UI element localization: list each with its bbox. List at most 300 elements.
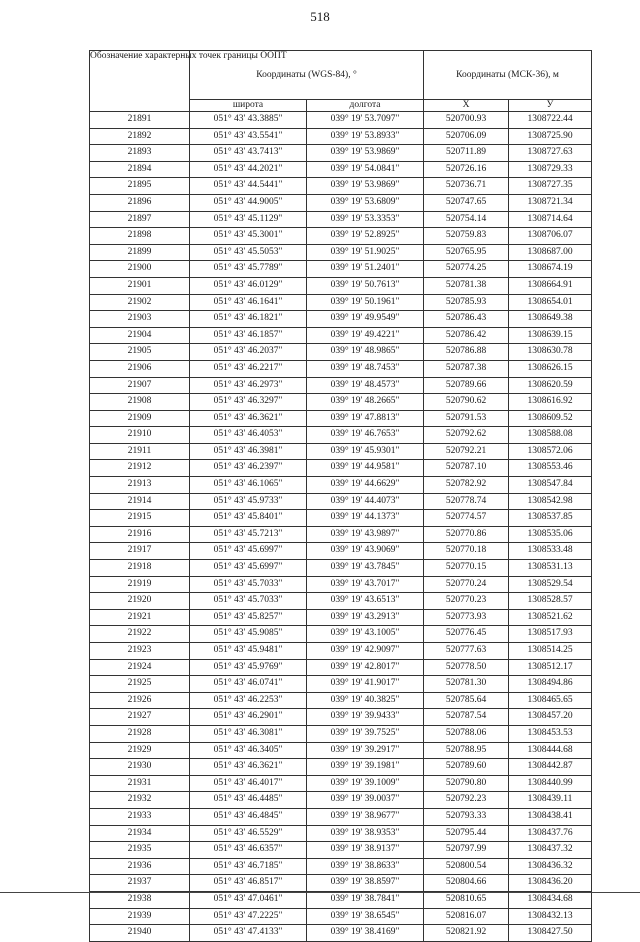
point-id-cell: 21938 [90, 891, 190, 908]
longitude-cell: 039° 19' 38.4169" [307, 925, 424, 942]
x-coordinate-cell: 520804.66 [424, 875, 509, 892]
y-coordinate-cell: 1308542.98 [509, 493, 592, 510]
point-id-cell: 21905 [90, 344, 190, 361]
x-coordinate-cell: 520787.38 [424, 360, 509, 377]
point-id-cell: 21906 [90, 360, 190, 377]
longitude-cell: 039° 19' 41.9017" [307, 676, 424, 693]
latitude-cell: 051° 43' 43.5541" [190, 128, 307, 145]
x-coordinate-cell: 520793.33 [424, 808, 509, 825]
latitude-cell: 051° 43' 45.3001" [190, 228, 307, 245]
point-id-cell: 21931 [90, 775, 190, 792]
latitude-cell: 051° 43' 46.8517" [190, 875, 307, 892]
y-coordinate-cell: 1308440.99 [509, 775, 592, 792]
x-coordinate-cell: 520711.89 [424, 145, 509, 162]
table-row [90, 112, 592, 129]
latitude-cell: 051° 43' 46.1641" [190, 294, 307, 311]
y-coordinate-cell: 1308436.20 [509, 875, 592, 892]
longitude-cell: 039° 19' 44.1373" [307, 510, 424, 527]
point-id-cell: 21919 [90, 576, 190, 593]
x-coordinate-cell: 520810.65 [424, 891, 509, 908]
longitude-cell: 039° 19' 53.9869" [307, 178, 424, 195]
point-id-cell: 21900 [90, 261, 190, 278]
longitude-cell: 039° 19' 43.1005" [307, 626, 424, 643]
y-coordinate-cell: 1308437.76 [509, 825, 592, 842]
point-id-cell: 21934 [90, 825, 190, 842]
point-id-cell: 21930 [90, 759, 190, 776]
table-row [90, 759, 592, 776]
y-coordinate-cell: 1308438.41 [509, 808, 592, 825]
latitude-cell: 051° 43' 45.6997" [190, 560, 307, 577]
longitude-cell: 039° 19' 39.7525" [307, 725, 424, 742]
x-coordinate-cell: 520785.93 [424, 294, 509, 311]
table-row [90, 294, 592, 311]
point-id-cell: 21914 [90, 493, 190, 510]
x-coordinate-cell: 520777.63 [424, 643, 509, 660]
point-id-cell: 21939 [90, 908, 190, 925]
table-row [90, 543, 592, 560]
table-row [90, 560, 592, 577]
x-coordinate-cell: 520759.83 [424, 228, 509, 245]
table-row [90, 593, 592, 610]
y-coordinate-cell: 1308649.38 [509, 311, 592, 328]
latitude-cell: 051° 43' 46.2901" [190, 709, 307, 726]
longitude-cell: 039° 19' 43.9897" [307, 526, 424, 543]
coordinates-table [89, 50, 592, 942]
y-coordinate-cell: 1308616.92 [509, 394, 592, 411]
y-coordinate-cell: 1308714.64 [509, 211, 592, 228]
table-row [90, 808, 592, 825]
x-coordinate-cell: 520726.16 [424, 161, 509, 178]
x-coordinate-cell: 520792.21 [424, 443, 509, 460]
longitude-cell: 039° 19' 38.7841" [307, 891, 424, 908]
latitude-cell: 051° 43' 46.4017" [190, 775, 307, 792]
longitude-cell: 039° 19' 53.9869" [307, 145, 424, 162]
latitude-cell: 051° 43' 46.2397" [190, 460, 307, 477]
longitude-cell: 039° 19' 50.7613" [307, 277, 424, 294]
point-id-cell: 21918 [90, 560, 190, 577]
table-row [90, 725, 592, 742]
longitude-cell: 039° 19' 42.8017" [307, 659, 424, 676]
table-row [90, 360, 592, 377]
x-coordinate-cell: 520800.54 [424, 858, 509, 875]
latitude-cell: 051° 43' 46.2037" [190, 344, 307, 361]
x-coordinate-cell: 520754.14 [424, 211, 509, 228]
table-row [90, 709, 592, 726]
point-id-cell: 21929 [90, 742, 190, 759]
header-x: X [424, 100, 509, 112]
latitude-cell: 051° 43' 46.2973" [190, 377, 307, 394]
latitude-cell: 051° 43' 46.2253" [190, 692, 307, 709]
table-row [90, 510, 592, 527]
x-coordinate-cell: 520770.86 [424, 526, 509, 543]
point-id-cell: 21912 [90, 460, 190, 477]
x-coordinate-cell: 520795.44 [424, 825, 509, 842]
table-row [90, 128, 592, 145]
latitude-cell: 051° 43' 45.7033" [190, 593, 307, 610]
x-coordinate-cell: 520790.80 [424, 775, 509, 792]
latitude-cell: 051° 43' 46.3981" [190, 443, 307, 460]
point-id-cell: 21920 [90, 593, 190, 610]
table-row [90, 825, 592, 842]
y-coordinate-cell: 1308436.32 [509, 858, 592, 875]
latitude-cell: 051° 43' 46.1857" [190, 327, 307, 344]
y-coordinate-cell: 1308531.13 [509, 560, 592, 577]
latitude-cell: 051° 43' 46.2217" [190, 360, 307, 377]
point-id-cell: 21924 [90, 659, 190, 676]
latitude-cell: 051° 43' 44.9005" [190, 194, 307, 211]
point-id-cell: 21936 [90, 858, 190, 875]
y-coordinate-cell: 1308588.08 [509, 427, 592, 444]
point-id-cell: 21899 [90, 244, 190, 261]
x-coordinate-cell: 520792.62 [424, 427, 509, 444]
point-id-cell: 21928 [90, 725, 190, 742]
latitude-cell: 051° 43' 47.4133" [190, 925, 307, 942]
table-row [90, 460, 592, 477]
longitude-cell: 039° 19' 48.2665" [307, 394, 424, 411]
table-row [90, 427, 592, 444]
longitude-cell: 039° 19' 39.9433" [307, 709, 424, 726]
y-coordinate-cell: 1308721.34 [509, 194, 592, 211]
latitude-cell: 051° 43' 46.1821" [190, 311, 307, 328]
longitude-cell: 039° 19' 39.1009" [307, 775, 424, 792]
latitude-cell: 051° 43' 46.3621" [190, 759, 307, 776]
table-row [90, 842, 592, 859]
latitude-cell: 051° 43' 46.7185" [190, 858, 307, 875]
latitude-cell: 051° 43' 45.1129" [190, 211, 307, 228]
point-id-cell: 21909 [90, 410, 190, 427]
y-coordinate-cell: 1308465.65 [509, 692, 592, 709]
y-coordinate-cell: 1308687.00 [509, 244, 592, 261]
x-coordinate-cell: 520789.66 [424, 377, 509, 394]
point-id-cell: 21913 [90, 477, 190, 494]
x-coordinate-cell: 520778.74 [424, 493, 509, 510]
y-coordinate-cell: 1308432.13 [509, 908, 592, 925]
point-id-cell: 21894 [90, 161, 190, 178]
y-coordinate-cell: 1308434.68 [509, 891, 592, 908]
latitude-cell: 051° 43' 43.7413" [190, 145, 307, 162]
y-coordinate-cell: 1308521.62 [509, 609, 592, 626]
x-coordinate-cell: 520776.45 [424, 626, 509, 643]
longitude-cell: 039° 19' 38.9677" [307, 808, 424, 825]
x-coordinate-cell: 520786.88 [424, 344, 509, 361]
longitude-cell: 039° 19' 43.7017" [307, 576, 424, 593]
x-coordinate-cell: 520787.10 [424, 460, 509, 477]
y-coordinate-cell: 1308494.86 [509, 676, 592, 693]
latitude-cell: 051° 43' 45.8401" [190, 510, 307, 527]
y-coordinate-cell: 1308512.17 [509, 659, 592, 676]
latitude-cell: 051° 43' 45.8257" [190, 609, 307, 626]
latitude-cell: 051° 43' 45.7789" [190, 261, 307, 278]
y-coordinate-cell: 1308444.68 [509, 742, 592, 759]
x-coordinate-cell: 520774.25 [424, 261, 509, 278]
point-id-cell: 21922 [90, 626, 190, 643]
y-coordinate-cell: 1308725.90 [509, 128, 592, 145]
table-row [90, 410, 592, 427]
point-id-cell: 21907 [90, 377, 190, 394]
table-row [90, 161, 592, 178]
latitude-cell: 051° 43' 44.2021" [190, 161, 307, 178]
y-coordinate-cell: 1308609.52 [509, 410, 592, 427]
latitude-cell: 051° 43' 46.3405" [190, 742, 307, 759]
longitude-cell: 039° 19' 40.3825" [307, 692, 424, 709]
latitude-cell: 051° 43' 47.0461" [190, 891, 307, 908]
longitude-cell: 039° 19' 39.2917" [307, 742, 424, 759]
y-coordinate-cell: 1308457.20 [509, 709, 592, 726]
point-id-cell: 21932 [90, 792, 190, 809]
latitude-cell: 051° 43' 45.9733" [190, 493, 307, 510]
page-number: 518 [310, 9, 330, 24]
table-row [90, 477, 592, 494]
latitude-cell: 051° 43' 46.3081" [190, 725, 307, 742]
longitude-cell: 039° 19' 44.6629" [307, 477, 424, 494]
y-coordinate-cell: 1308620.59 [509, 377, 592, 394]
table-row [90, 908, 592, 925]
y-coordinate-cell: 1308427.50 [509, 925, 592, 942]
point-id-cell: 21915 [90, 510, 190, 527]
latitude-cell: 051° 43' 46.4485" [190, 792, 307, 809]
y-coordinate-cell: 1308442.87 [509, 759, 592, 776]
y-coordinate-cell: 1308437.32 [509, 842, 592, 859]
header-longitude: долгота [307, 100, 424, 112]
x-coordinate-cell: 520792.23 [424, 792, 509, 809]
page-bottom-rule [0, 892, 640, 893]
table-row [90, 875, 592, 892]
point-id-cell: 21911 [90, 443, 190, 460]
header-y: У [509, 100, 592, 112]
latitude-cell: 051° 43' 46.0129" [190, 277, 307, 294]
y-coordinate-cell: 1308528.57 [509, 593, 592, 610]
x-coordinate-cell: 520747.65 [424, 194, 509, 211]
x-coordinate-cell: 520770.23 [424, 593, 509, 610]
x-coordinate-cell: 520706.09 [424, 128, 509, 145]
header-msk36: Координаты (МСК-36), м [424, 51, 592, 100]
y-coordinate-cell: 1308639.15 [509, 327, 592, 344]
latitude-cell: 051° 43' 44.5441" [190, 178, 307, 195]
table-row [90, 327, 592, 344]
y-coordinate-cell: 1308553.46 [509, 460, 592, 477]
longitude-cell: 039° 19' 49.4221" [307, 327, 424, 344]
x-coordinate-cell: 520778.50 [424, 659, 509, 676]
point-id-cell: 21897 [90, 211, 190, 228]
table-row [90, 609, 592, 626]
table-row [90, 145, 592, 162]
y-coordinate-cell: 1308630.78 [509, 344, 592, 361]
longitude-cell: 039° 19' 51.9025" [307, 244, 424, 261]
longitude-cell: 039° 19' 44.9581" [307, 460, 424, 477]
longitude-cell: 039° 19' 53.6809" [307, 194, 424, 211]
point-id-cell: 21902 [90, 294, 190, 311]
y-coordinate-cell: 1308572.06 [509, 443, 592, 460]
longitude-cell: 039° 19' 53.7097" [307, 112, 424, 129]
latitude-cell: 051° 43' 46.0741" [190, 676, 307, 693]
point-id-cell: 21933 [90, 808, 190, 825]
x-coordinate-cell: 520782.92 [424, 477, 509, 494]
x-coordinate-cell: 520770.24 [424, 576, 509, 593]
latitude-cell: 051° 43' 46.4845" [190, 808, 307, 825]
point-id-cell: 21921 [90, 609, 190, 626]
x-coordinate-cell: 520785.64 [424, 692, 509, 709]
longitude-cell: 039° 19' 38.8597" [307, 875, 424, 892]
longitude-cell: 039° 19' 43.9069" [307, 543, 424, 560]
table-row [90, 626, 592, 643]
longitude-cell: 039° 19' 38.8633" [307, 858, 424, 875]
point-id-cell: 21892 [90, 128, 190, 145]
table-row [90, 742, 592, 759]
latitude-cell: 051° 43' 45.7213" [190, 526, 307, 543]
longitude-cell: 039° 19' 54.0841" [307, 161, 424, 178]
y-coordinate-cell: 1308706.07 [509, 228, 592, 245]
longitude-cell: 039° 19' 48.4573" [307, 377, 424, 394]
longitude-cell: 039° 19' 53.3353" [307, 211, 424, 228]
longitude-cell: 039° 19' 53.8933" [307, 128, 424, 145]
point-id-cell: 21935 [90, 842, 190, 859]
latitude-cell: 051° 43' 45.9481" [190, 643, 307, 660]
x-coordinate-cell: 520774.57 [424, 510, 509, 527]
latitude-cell: 051° 43' 46.3297" [190, 394, 307, 411]
longitude-cell: 039° 19' 43.2913" [307, 609, 424, 626]
point-id-cell: 21901 [90, 277, 190, 294]
latitude-cell: 051° 43' 45.9085" [190, 626, 307, 643]
longitude-cell: 039° 19' 43.7845" [307, 560, 424, 577]
table-row [90, 394, 592, 411]
table-row [90, 659, 592, 676]
x-coordinate-cell: 520816.07 [424, 908, 509, 925]
table-row [90, 211, 592, 228]
point-id-cell: 21904 [90, 327, 190, 344]
table-row [90, 443, 592, 460]
point-id-cell: 21937 [90, 875, 190, 892]
y-coordinate-cell: 1308453.53 [509, 725, 592, 742]
table-body [90, 112, 592, 942]
latitude-cell: 051° 43' 45.5053" [190, 244, 307, 261]
point-id-cell: 21917 [90, 543, 190, 560]
point-id-cell: 21895 [90, 178, 190, 195]
longitude-cell: 039° 19' 38.9137" [307, 842, 424, 859]
x-coordinate-cell: 520787.54 [424, 709, 509, 726]
latitude-cell: 051° 43' 46.1065" [190, 477, 307, 494]
longitude-cell: 039° 19' 47.8813" [307, 410, 424, 427]
longitude-cell: 039° 19' 46.7653" [307, 427, 424, 444]
table-row [90, 311, 592, 328]
y-coordinate-cell: 1308654.01 [509, 294, 592, 311]
longitude-cell: 039° 19' 39.0037" [307, 792, 424, 809]
header-wgs84: Координаты (WGS-84), ° [190, 51, 424, 100]
table-row [90, 178, 592, 195]
table-row [90, 775, 592, 792]
y-coordinate-cell: 1308727.63 [509, 145, 592, 162]
x-coordinate-cell: 520786.43 [424, 311, 509, 328]
latitude-cell: 051° 43' 45.6997" [190, 543, 307, 560]
longitude-cell: 039° 19' 38.9353" [307, 825, 424, 842]
table-row [90, 228, 592, 245]
y-coordinate-cell: 1308439.11 [509, 792, 592, 809]
table-row [90, 891, 592, 908]
y-coordinate-cell: 1308529.54 [509, 576, 592, 593]
x-coordinate-cell: 520700.93 [424, 112, 509, 129]
y-coordinate-cell: 1308674.19 [509, 261, 592, 278]
x-coordinate-cell: 520773.93 [424, 609, 509, 626]
y-coordinate-cell: 1308727.35 [509, 178, 592, 195]
point-id-cell: 21927 [90, 709, 190, 726]
longitude-cell: 039° 19' 51.2401" [307, 261, 424, 278]
point-id-cell: 21896 [90, 194, 190, 211]
y-coordinate-cell: 1308722.44 [509, 112, 592, 129]
longitude-cell: 039° 19' 38.6545" [307, 908, 424, 925]
table-row [90, 576, 592, 593]
point-id-cell: 21916 [90, 526, 190, 543]
point-id-cell: 21925 [90, 676, 190, 693]
x-coordinate-cell: 520788.06 [424, 725, 509, 742]
longitude-cell: 039° 19' 48.9865" [307, 344, 424, 361]
longitude-cell: 039° 19' 44.4073" [307, 493, 424, 510]
table-row [90, 277, 592, 294]
point-id-cell: 21891 [90, 112, 190, 129]
header-latitude: широта [190, 100, 307, 112]
y-coordinate-cell: 1308533.48 [509, 543, 592, 560]
table-row [90, 261, 592, 278]
table-row [90, 377, 592, 394]
x-coordinate-cell: 520781.30 [424, 676, 509, 693]
longitude-cell: 039° 19' 52.8925" [307, 228, 424, 245]
x-coordinate-cell: 520765.95 [424, 244, 509, 261]
y-coordinate-cell: 1308514.25 [509, 643, 592, 660]
latitude-cell: 051° 43' 46.3621" [190, 410, 307, 427]
table-row [90, 692, 592, 709]
longitude-cell: 039° 19' 45.9301" [307, 443, 424, 460]
y-coordinate-cell: 1308664.91 [509, 277, 592, 294]
x-coordinate-cell: 520770.15 [424, 560, 509, 577]
x-coordinate-cell: 520791.53 [424, 410, 509, 427]
longitude-cell: 039° 19' 43.6513" [307, 593, 424, 610]
point-id-cell: 21940 [90, 925, 190, 942]
table-row [90, 858, 592, 875]
table-row [90, 676, 592, 693]
x-coordinate-cell: 520821.92 [424, 925, 509, 942]
latitude-cell: 051° 43' 47.2225" [190, 908, 307, 925]
longitude-cell: 039° 19' 49.9549" [307, 311, 424, 328]
point-id-cell: 21898 [90, 228, 190, 245]
x-coordinate-cell: 520789.60 [424, 759, 509, 776]
table-row [90, 792, 592, 809]
longitude-cell: 039° 19' 48.7453" [307, 360, 424, 377]
point-id-cell: 21893 [90, 145, 190, 162]
table-row [90, 194, 592, 211]
y-coordinate-cell: 1308517.93 [509, 626, 592, 643]
y-coordinate-cell: 1308537.85 [509, 510, 592, 527]
x-coordinate-cell: 520770.18 [424, 543, 509, 560]
y-coordinate-cell: 1308729.33 [509, 161, 592, 178]
latitude-cell: 051° 43' 43.3885" [190, 112, 307, 129]
point-id-cell: 21926 [90, 692, 190, 709]
x-coordinate-cell: 520736.71 [424, 178, 509, 195]
x-coordinate-cell: 520781.38 [424, 277, 509, 294]
x-coordinate-cell: 520788.95 [424, 742, 509, 759]
table-row [90, 344, 592, 361]
point-id-cell: 21908 [90, 394, 190, 411]
y-coordinate-cell: 1308626.15 [509, 360, 592, 377]
latitude-cell: 051° 43' 45.7033" [190, 576, 307, 593]
table-row [90, 925, 592, 942]
longitude-cell: 039° 19' 50.1961" [307, 294, 424, 311]
point-id-cell: 21903 [90, 311, 190, 328]
x-coordinate-cell: 520790.62 [424, 394, 509, 411]
latitude-cell: 051° 43' 46.5529" [190, 825, 307, 842]
y-coordinate-cell: 1308547.84 [509, 477, 592, 494]
table-row [90, 526, 592, 543]
x-coordinate-cell: 520797.99 [424, 842, 509, 859]
longitude-cell: 039° 19' 39.1981" [307, 759, 424, 776]
longitude-cell: 039° 19' 42.9097" [307, 643, 424, 660]
